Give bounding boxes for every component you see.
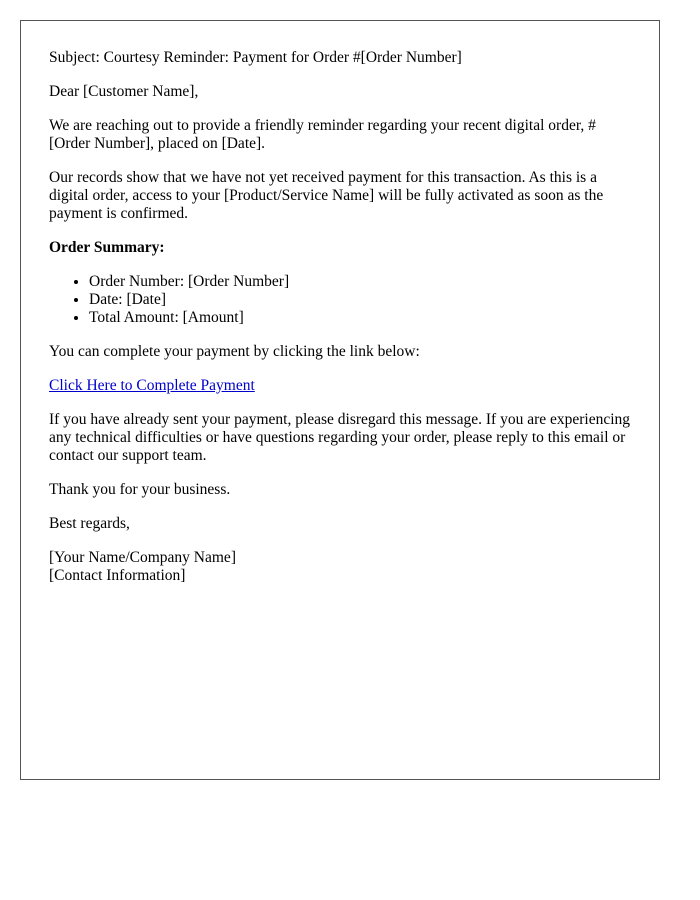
closing-line: Best regards, <box>49 515 130 532</box>
total-amount-item: • Total Amount: [Amount] <box>89 309 631 327</box>
order-summary-heading: Order Summary: <box>49 239 165 256</box>
subject-line: Subject: Courtesy Reminder: Payment for Order #[Order Number] <box>49 49 462 66</box>
signature-name: [Your Name/Company Name] <box>49 549 236 566</box>
intro-paragraph: We are reaching out to provide a friendly reminder regarding your recent digital order, #[Order Number], placed on [Date]. <box>49 117 596 152</box>
order-date-item: • Date: [Date] <box>89 291 631 309</box>
signature-contact: [Contact Information] <box>49 567 186 584</box>
records-paragraph: Our records show that we have not yet received payment for this transaction. As this is a digital order, access to your [Product/Service Name] will be fully activated as soon as the payment is confirmed. <box>49 169 604 222</box>
thanks-line: Thank you for your business. <box>49 481 231 498</box>
disregard-paragraph: If you have already sent your payment, please disregard this message. If you are experiencing any technical difficulties or have questions regarding your order, please reply to this email or contact our support team. <box>49 411 631 464</box>
signature-block <box>49 549 631 585</box>
payment-prompt: You can complete your payment by clicking the link below: <box>49 343 420 360</box>
complete-payment-link[interactable]: Click Here to Complete Payment <box>49 377 255 394</box>
order-summary-list <box>49 273 631 327</box>
order-number-item: • Order Number: [Order Number] <box>89 273 631 291</box>
letter-container <box>20 20 660 780</box>
payment-link-paragraph <box>49 377 631 395</box>
greeting: Dear [Customer Name], <box>49 83 199 100</box>
